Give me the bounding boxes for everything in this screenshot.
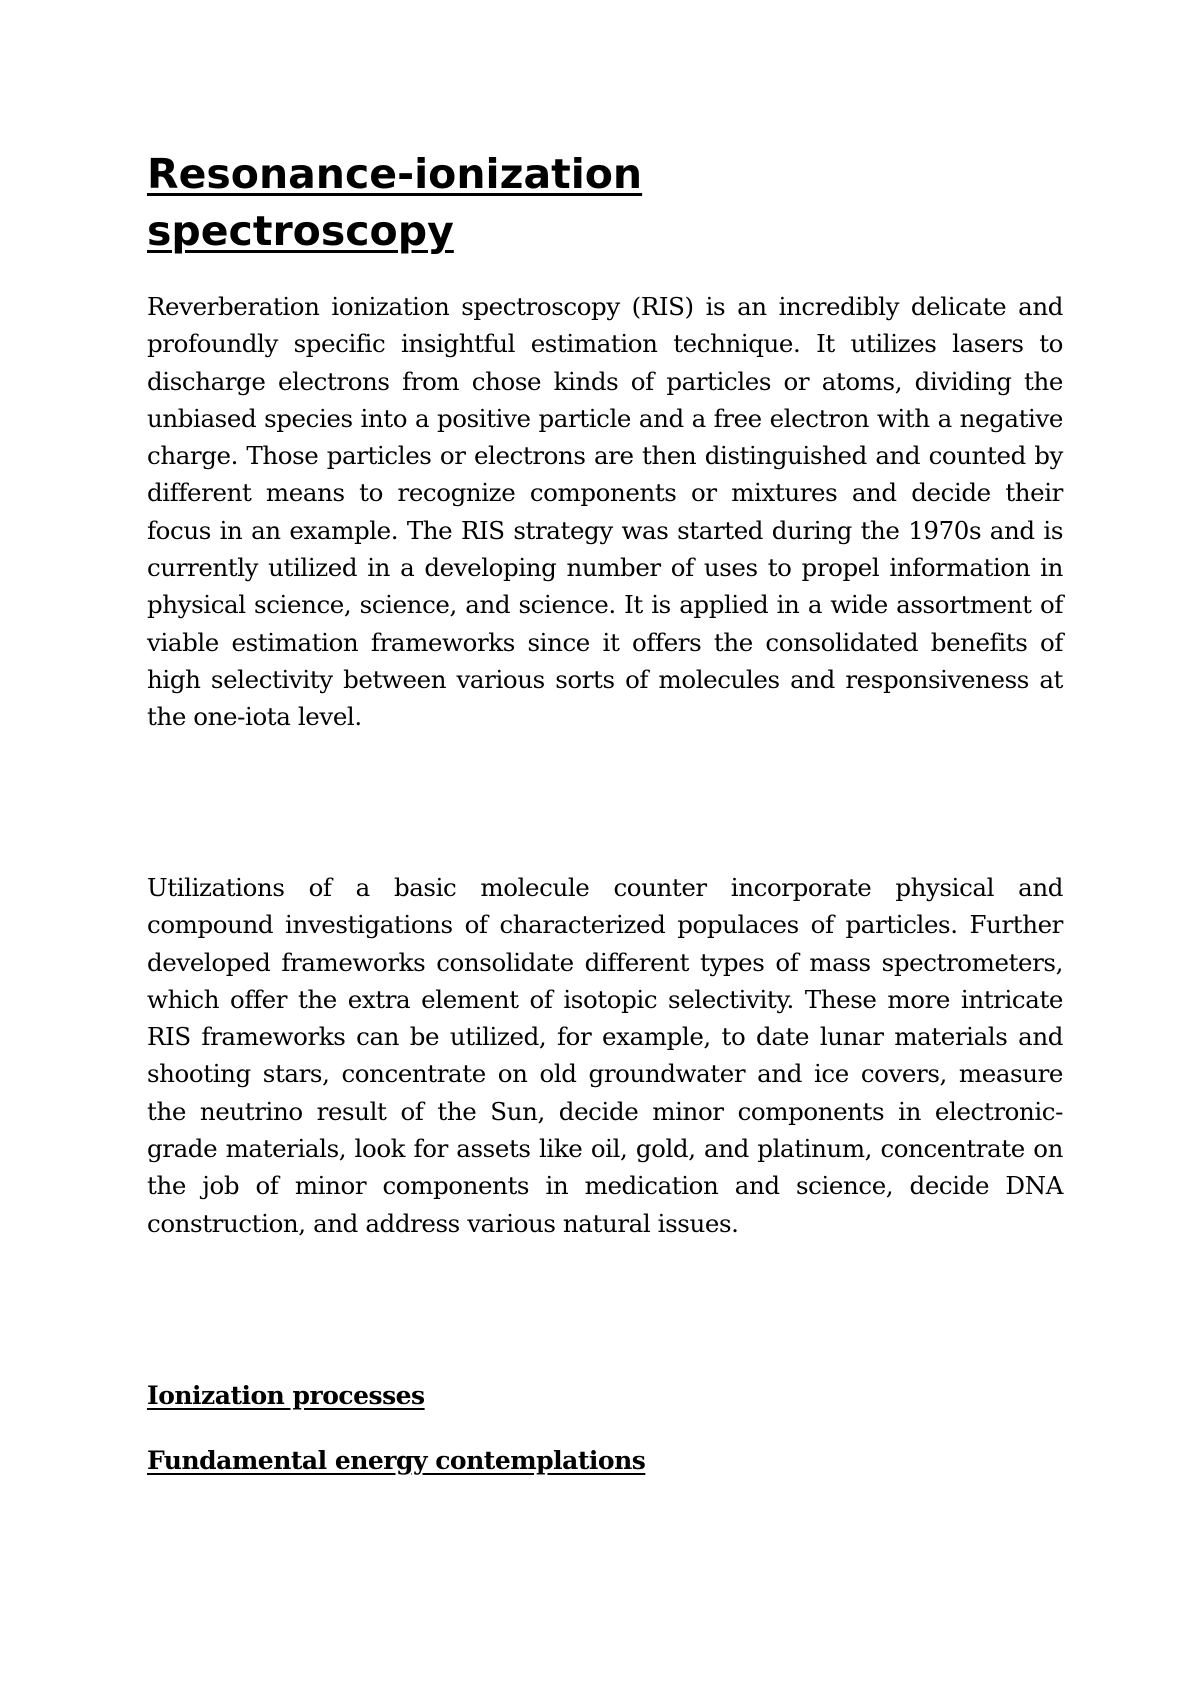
- section-heading-energy-contemplations: Fundamental energy contemplations: [147, 1446, 646, 1475]
- section-heading-ionization-processes: Ionization processes: [147, 1381, 425, 1410]
- paragraph-intro: Reverberation ionization spectroscopy (RIS) is an incredibly delicate and profoundly specific insightful estimation technique. It utilizes lasers to discharge electrons from chose kinds of particles or atoms, dividing the unbiased species into a positive particle and a free electron with a negative charge. Those particles or electrons are then distinguished and counted by different means to recognize components or mixtures and decide their focus in an example. The RIS strategy was started during the 1970s and is currently utilized in a developing number of uses to propel information in physical science, science, and science. It is applied in a wide assortment of viable estimation frameworks since it offers the consolidated benefits of high selectivity between various sorts of molecules and responsiveness at the one-iota level.: [147, 292, 1063, 732]
- document-title: Resonance-ionization spectroscopy: [147, 150, 643, 255]
- paragraph-applications: Utilizations of a basic molecule counter incorporate physical and compound investigations of characterized populaces of particles. Further developed frameworks consolidate different types of mass spectrometers, which offer the extra element of isotopic selectivity. These more intricate RIS frameworks can be utilized, for example, to date lunar materials and shooting stars, concentrate on old groundwater and ice covers, measure the neutrino result of the Sun, decide minor components in electronic-grade materials, look for assets like oil, gold, and platinum, concentrate on the job of minor components in medication and science, decide DNA construction, and address various natural issues.: [147, 873, 1063, 1238]
